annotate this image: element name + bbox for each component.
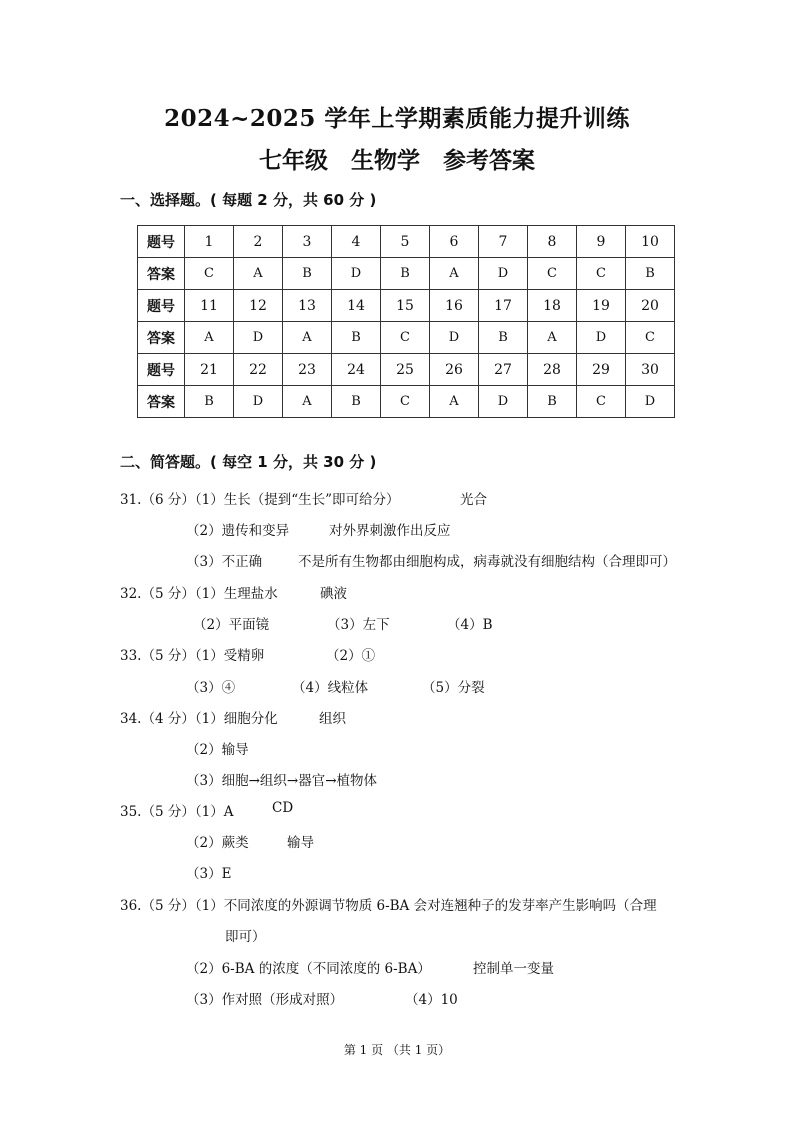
question-number-cell: 21 (185, 354, 234, 386)
question-number-cell: 5 (381, 226, 430, 258)
q36-answer-1a: 36.（5 分）（1）不同浓度的外源调节物质 6-BA 会对连翘种子的发芽率产生影响吗（合理 (120, 898, 657, 914)
answer-cell: D (234, 386, 283, 418)
answer-cell: C (626, 322, 675, 354)
question-number-cell: 3 (283, 226, 332, 258)
q32-answer-2c: （4）B (447, 617, 493, 633)
q36-answer-3b: （4）10 (405, 992, 458, 1008)
answer-table (137, 225, 675, 418)
answer-cell: A (528, 322, 577, 354)
question-number-cell: 28 (528, 354, 577, 386)
question-number-cell: 16 (430, 290, 479, 322)
q36-answer-1b: 即可） (225, 929, 266, 945)
answer-cell: C (528, 258, 577, 290)
question-number-cell: 12 (234, 290, 283, 322)
q32-answer-1b: 碘液 (320, 586, 347, 602)
q31-answer-3a: （3）不正确 (186, 554, 263, 570)
q32-answer-1a: 32.（5 分）（1）生理盐水 (120, 586, 278, 602)
question-number-row (138, 354, 675, 386)
q31-answer-1b: 光合 (460, 492, 487, 508)
answer-cell: D (234, 322, 283, 354)
answer-label-cell: 答案 (138, 322, 185, 354)
question-number-cell: 17 (479, 290, 528, 322)
answer-cell: D (577, 322, 626, 354)
question-number-cell: 30 (626, 354, 675, 386)
question-number-cell: 29 (577, 354, 626, 386)
answer-label-cell: 答案 (138, 258, 185, 290)
question-number-cell: 15 (381, 290, 430, 322)
q35-answer-1b: CD (272, 800, 294, 816)
question-number-cell: 14 (332, 290, 381, 322)
q33-answer-2b: （4）线粒体 (292, 680, 369, 696)
question-number-cell: 10 (626, 226, 675, 258)
q36-answer-2b: 控制单一变量 (473, 961, 554, 977)
q31-answer-3b: 不是所有生物都由细胞构成，病毒就没有细胞结构（合理即可） (298, 554, 676, 570)
q31-answer-2a: （2）遗传和变异 (186, 523, 290, 539)
answer-cell: C (185, 258, 234, 290)
answer-cell: A (283, 322, 332, 354)
answer-cell: D (479, 386, 528, 418)
question-number-cell: 2 (234, 226, 283, 258)
q33-answer-2c: （5）分裂 (422, 680, 485, 696)
question-number-cell: 27 (479, 354, 528, 386)
question-label-cell: 题号 (138, 290, 185, 322)
q35-answer-2b: 输导 (287, 835, 314, 851)
answer-cell: C (381, 386, 430, 418)
answer-cell: B (626, 258, 675, 290)
question-number-cell: 8 (528, 226, 577, 258)
q35-answer-3a: （3）E (186, 866, 232, 882)
answer-cell: B (283, 258, 332, 290)
section2-heading: 二、简答题。( 每空 1 分，共 30 分 ) (120, 453, 377, 471)
page-subtitle: 七年级 生物学 参考答案 (259, 147, 535, 174)
section1-heading: 一、选择题。( 每题 2 分，共 60 分 ) (120, 191, 377, 209)
answer-cell: A (430, 386, 479, 418)
question-number-row (138, 226, 675, 258)
answer-cell: B (381, 258, 430, 290)
question-number-cell: 19 (577, 290, 626, 322)
q36-answer-2a: （2）6-BA 的浓度（不同浓度的 6-BA） (186, 961, 431, 977)
answer-cell: C (577, 386, 626, 418)
q31-answer-1a: 31.（6 分）（1）生长（提到“生长”即可给分） (120, 492, 400, 508)
q32-answer-2b: （3）左下 (327, 617, 390, 633)
question-number-cell: 1 (185, 226, 234, 258)
answer-cell: B (332, 322, 381, 354)
answer-cell: A (234, 258, 283, 290)
question-number-cell: 23 (283, 354, 332, 386)
question-number-cell: 24 (332, 354, 381, 386)
question-number-cell: 7 (479, 226, 528, 258)
answer-cell: C (381, 322, 430, 354)
question-number-cell: 25 (381, 354, 430, 386)
answer-cell: D (430, 322, 479, 354)
question-number-cell: 26 (430, 354, 479, 386)
answer-label-cell: 答案 (138, 386, 185, 418)
answer-cell: C (577, 258, 626, 290)
q34-answer-1a: 34.（4 分）（1）细胞分化 (120, 711, 278, 727)
q32-answer-2a: （2）平面镜 (193, 617, 270, 633)
question-number-cell: 20 (626, 290, 675, 322)
answer-cell: B (185, 386, 234, 418)
page-footer: 第 1 页 （共 1 页） (343, 1043, 451, 1057)
question-number-cell: 13 (283, 290, 332, 322)
answer-row (138, 322, 675, 354)
q34-answer-2a: （2）输导 (186, 742, 249, 758)
answer-row (138, 258, 675, 290)
answer-cell: D (332, 258, 381, 290)
question-number-cell: 18 (528, 290, 577, 322)
answer-cell: A (185, 322, 234, 354)
q36-answer-3a: （3）作对照（形成对照） (186, 992, 344, 1008)
q34-answer-3a: （3）细胞→组织→器官→植物体 (186, 773, 378, 789)
q35-answer-1a: 35.（5 分）（1）A (120, 804, 234, 820)
q33-answer-2a: （3）④ (186, 680, 236, 696)
question-number-cell: 11 (185, 290, 234, 322)
q34-answer-1b: 组织 (319, 711, 346, 727)
question-number-cell: 6 (430, 226, 479, 258)
answer-cell: B (479, 322, 528, 354)
question-number-cell: 22 (234, 354, 283, 386)
question-number-cell: 4 (332, 226, 381, 258)
q33-answer-1b: （2）① (326, 648, 376, 664)
answer-cell: B (528, 386, 577, 418)
answer-cell: A (283, 386, 332, 418)
page-title: 2024~2025 学年上学期素质能力提升训练 (164, 105, 630, 132)
q33-answer-1a: 33.（5 分）（1）受精卵 (120, 648, 265, 664)
question-number-row (138, 290, 675, 322)
answer-cell: B (332, 386, 381, 418)
question-label-cell: 题号 (138, 226, 185, 258)
answer-cell: D (626, 386, 675, 418)
q31-answer-2b: 对外界刺激作出反应 (329, 523, 451, 539)
question-label-cell: 题号 (138, 354, 185, 386)
answer-cell: D (479, 258, 528, 290)
question-number-cell: 9 (577, 226, 626, 258)
answer-row (138, 386, 675, 418)
q35-answer-2a: （2）蕨类 (186, 835, 249, 851)
answer-cell: A (430, 258, 479, 290)
